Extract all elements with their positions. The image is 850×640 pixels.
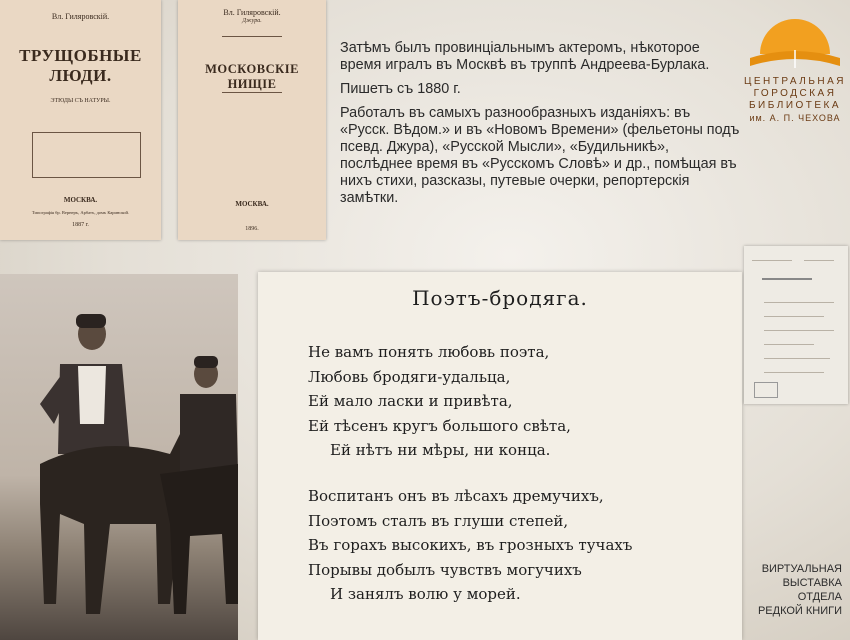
exhibit-caption-line: ВИРТУАЛЬНАЯ bbox=[761, 563, 842, 575]
cover-city: МОСКВА. bbox=[63, 196, 98, 204]
poem-stanza bbox=[308, 484, 632, 607]
manuscript-line bbox=[764, 330, 834, 331]
manuscript-line bbox=[752, 260, 792, 261]
manuscript-line bbox=[764, 344, 814, 345]
poem-line: Ей тѣсенъ кругъ большого свѣта, bbox=[308, 416, 571, 435]
cover-author-note: Джура. bbox=[242, 18, 262, 24]
cover-year: 1887 г. bbox=[72, 222, 89, 228]
manuscript-page-image bbox=[744, 246, 848, 404]
bio-paragraph: Пишетъ съ 1880 г. bbox=[340, 81, 461, 97]
poem-line: Не вамъ понять любовь поэта, bbox=[308, 343, 550, 361]
cover-author: Вл. Гиляровскій. bbox=[51, 12, 110, 21]
library-name-line: ЦЕНТРАЛЬНАЯ bbox=[743, 76, 847, 87]
poem-line: Ей мало ласки и привѣта, bbox=[308, 392, 513, 410]
manuscript-line bbox=[764, 302, 834, 303]
library-name-line: им. А. П. ЧЕХОВА bbox=[749, 113, 841, 123]
poem-line: Въ горахъ высокихъ, въ грозныхъ тучахъ bbox=[308, 536, 633, 554]
cover-subtitle: ЭТЮДЫ СЪ НАТУРЫ. bbox=[50, 98, 111, 104]
cover-title: МОСКОВСКІЕ НИЩІЕ bbox=[205, 62, 299, 91]
manuscript-line bbox=[762, 278, 812, 280]
bio-paragraph: Затѣмъ былъ провинціальнымъ актеромъ, нѣкоторое время игралъ въ Москвѣ въ труппѣ Андреева-Бурлака. bbox=[340, 40, 710, 73]
poem-title: Поэтъ-бродяга. bbox=[412, 286, 588, 310]
cover-contents-box bbox=[32, 132, 141, 178]
manuscript-line bbox=[804, 260, 834, 261]
cover-rule bbox=[222, 36, 281, 37]
cover-printer: Типографія бр. Вернеръ, Арбатъ, домъ Каринской. bbox=[31, 210, 130, 215]
library-logo bbox=[740, 6, 850, 136]
poem-line: Ей нѣтъ ни мѣры, ни конца. bbox=[330, 441, 551, 459]
poem-page bbox=[258, 272, 742, 640]
exhibit-caption bbox=[758, 562, 842, 618]
library-name-line: ГОРОДСКАЯ bbox=[753, 88, 837, 99]
cover-year: 1896. bbox=[245, 226, 259, 232]
cover-dedication bbox=[198, 108, 306, 142]
exhibit-caption-line: ВЫСТАВКА bbox=[782, 577, 842, 589]
cover-city: МОСКВА. bbox=[235, 200, 269, 208]
cover-author: Вл. Гиляровскій. bbox=[223, 8, 281, 17]
library-name-line: БИБЛИОТЕКА bbox=[748, 100, 842, 111]
poem-stanza bbox=[308, 340, 571, 463]
poem-line: Любовь бродяги-удальца, bbox=[308, 367, 511, 386]
poem-line: Поэтомъ сталъ въ глуши степей, bbox=[308, 511, 569, 530]
exhibit-caption-line: ОТДЕЛА bbox=[797, 591, 842, 603]
book-sun-icon bbox=[740, 6, 850, 72]
bio-paragraph: Работалъ въ самыхъ разнообразныхъ изданіяхъ: въ «Русск. Вѣдом.» и въ «Новомъ Времени» (фельетоны подъ псевд. Джура), «Русской Мысли», «Будильникѣ», послѣднее время въ «Русскомъ Словѣ» и др., помѣщая въ нихъ стихи, разсказы, путевые очерки, репортерскія замѣтки. bbox=[340, 105, 740, 206]
cover-title: ТРУЩОБНЫЕ ЛЮДИ. bbox=[19, 46, 142, 85]
manuscript-line bbox=[764, 358, 830, 359]
cover-rule bbox=[222, 92, 281, 93]
biography-text bbox=[340, 40, 740, 214]
manuscript-line bbox=[764, 372, 824, 373]
manuscript-line bbox=[764, 316, 824, 317]
horsemen-illustration bbox=[0, 274, 238, 640]
poem-line: Порывы добылъ чувствъ могучихъ bbox=[308, 560, 582, 579]
book-cover-trushchobnye-lyudi bbox=[0, 0, 161, 240]
poem-line: И занялъ волю у морей. bbox=[330, 585, 521, 603]
historical-photo-horsemen bbox=[0, 274, 238, 640]
stamp-icon bbox=[754, 382, 778, 398]
book-cover-moskovskie-nishchie bbox=[178, 0, 326, 240]
exhibit-caption-line: РЕДКОЙ КНИГИ bbox=[757, 605, 842, 617]
poem-line: Воспитанъ онъ въ лѣсахъ дремучихъ, bbox=[308, 487, 604, 505]
